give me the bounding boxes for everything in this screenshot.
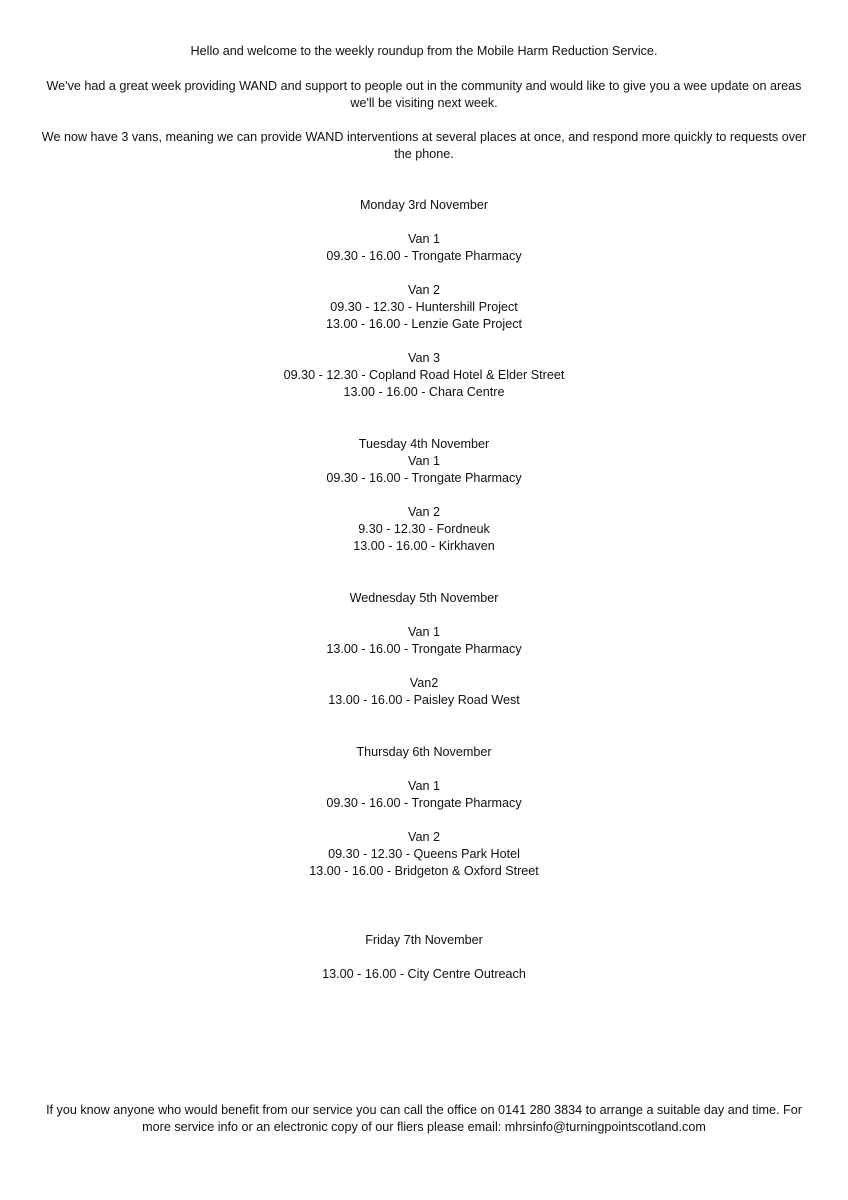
- day-heading-tuesday: Tuesday 4th November: [358, 437, 490, 451]
- van-label: Van 3: [408, 351, 440, 365]
- schedule-slot: 13.00 - 16.00 - Paisley Road West: [328, 693, 520, 707]
- schedule-slot: 13.00 - 16.00 - Lenzie Gate Project: [325, 317, 523, 331]
- van-label: Van 1: [408, 779, 440, 793]
- van-label: Van2: [409, 676, 439, 690]
- day-heading-monday: Monday 3rd November: [359, 198, 489, 212]
- intro-vans: We now have 3 vans, meaning we can provide WAND interventions at several places at once, and respond more quickly to requests over the phone.: [41, 130, 807, 161]
- schedule-slot: 13.00 - 16.00 - City Centre Outreach: [322, 967, 526, 981]
- van-label: Van 1: [408, 625, 440, 639]
- van-label: Van 2: [408, 505, 440, 519]
- schedule-slot: 09.30 - 16.00 - Trongate Pharmacy: [326, 249, 522, 263]
- schedule-slot: 13.00 - 16.00 - Bridgeton & Oxford Street: [309, 864, 539, 878]
- van-label: Van 1: [408, 454, 440, 468]
- schedule-slot: 09.30 - 12.30 - Copland Road Hotel & Elder Street: [283, 368, 565, 382]
- schedule-slot: 09.30 - 16.00 - Trongate Pharmacy: [326, 471, 522, 485]
- schedule-slot: 09.30 - 12.30 - Huntershill Project: [330, 300, 518, 314]
- day-heading-thursday: Thursday 6th November: [356, 745, 492, 759]
- day-heading-wednesday: Wednesday 5th November: [349, 591, 499, 605]
- day-heading-friday: Friday 7th November: [365, 933, 483, 947]
- van-label: Van 2: [408, 830, 440, 844]
- schedule-slot: 13.00 - 16.00 - Kirkhaven: [353, 539, 495, 553]
- van-label: Van 1: [408, 232, 440, 246]
- van-label: Van 2: [408, 283, 440, 297]
- schedule-slot: 13.00 - 16.00 - Trongate Pharmacy: [326, 642, 522, 656]
- intro-update: We've had a great week providing WAND and support to people out in the community and would like to give you a wee update on areas we'll be visiting next week.: [46, 79, 802, 110]
- intro-greeting: Hello and welcome to the weekly roundup from the Mobile Harm Reduction Service.: [190, 44, 658, 58]
- footer-contact: If you know anyone who would benefit from our service you can call the office on 0141 280 3834 to arrange a suitable day and time. For more service info or an electronic copy of our fliers please email: mhrsinfo@turningpointscotland.com: [46, 1103, 802, 1134]
- schedule-slot: 09.30 - 16.00 - Trongate Pharmacy: [326, 796, 522, 810]
- schedule-slot: 9.30 - 12.30 - Fordneuk: [358, 522, 490, 536]
- schedule-slot: 13.00 - 16.00 - Chara Centre: [343, 385, 505, 399]
- schedule-slot: 09.30 - 12.30 - Queens Park Hotel: [328, 847, 520, 861]
